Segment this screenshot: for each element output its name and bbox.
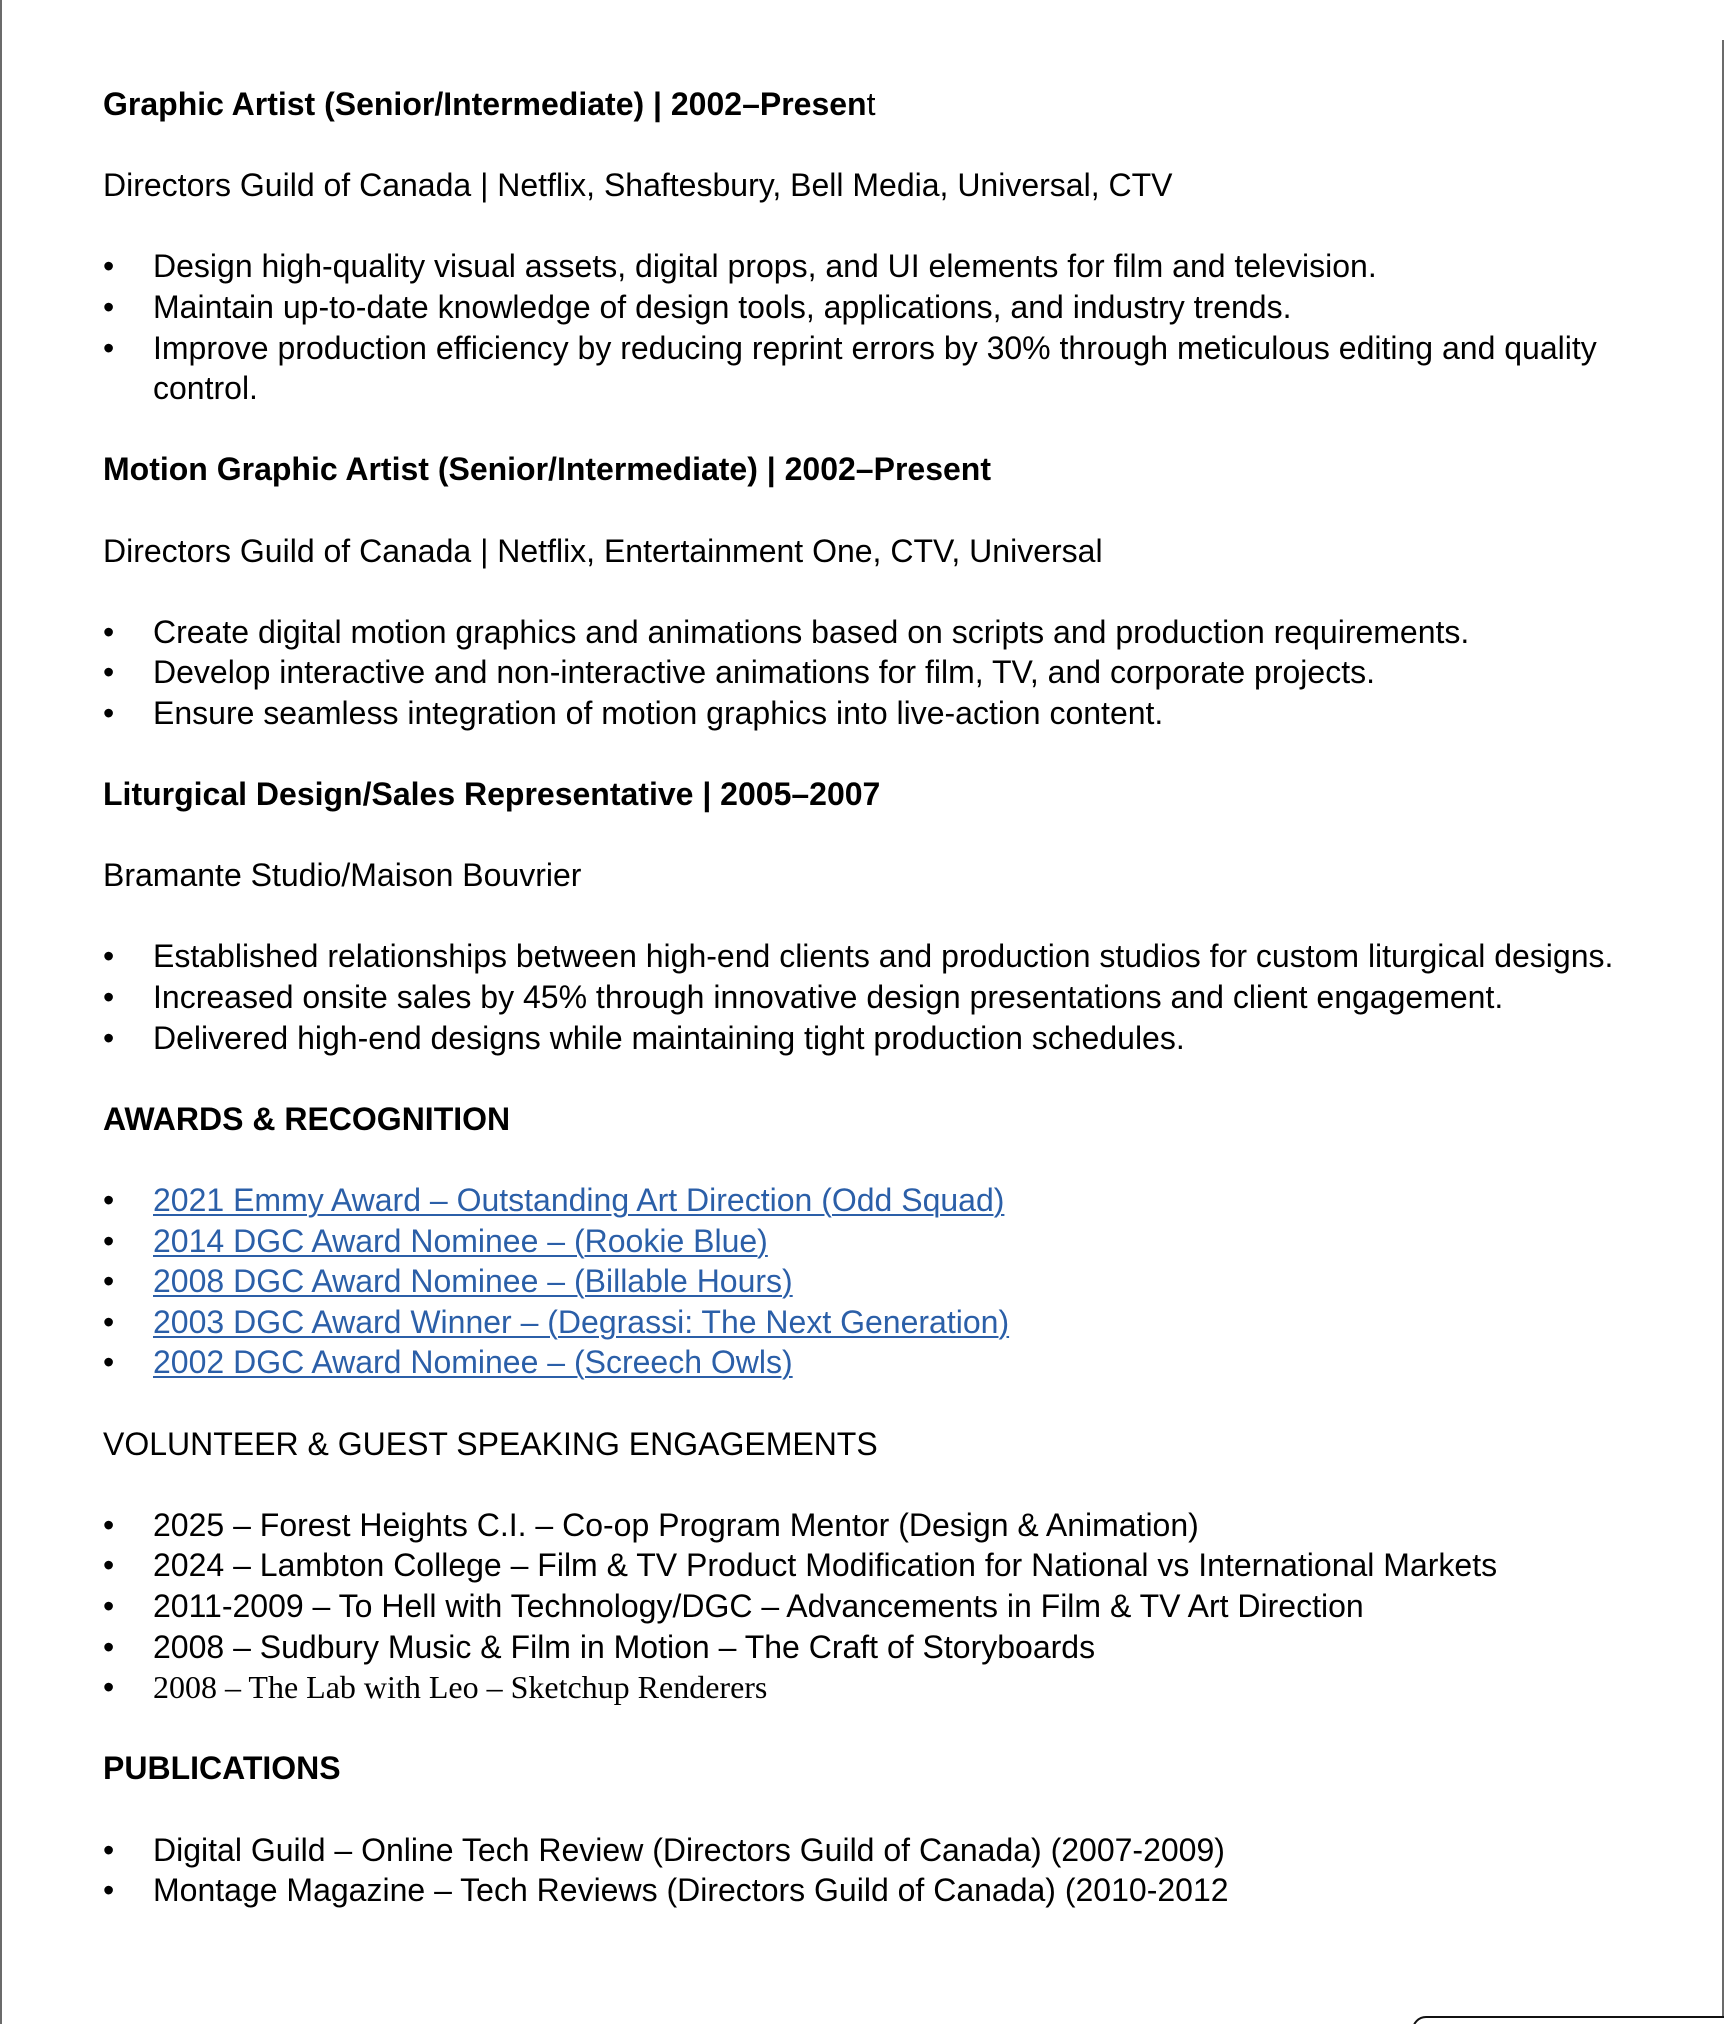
bullet-icon: • <box>103 1303 115 1340</box>
list-item: • Ensure seamless integration of motion graphics into live-action content. <box>103 693 1643 734</box>
award-link[interactable]: 2003 DGC Award Winner – (Degrassi: The Next Generation) <box>153 1303 1010 1340</box>
volunteer-heading: VOLUNTEER & GUEST SPEAKING ENGAGEMENTS <box>103 1425 878 1462</box>
bullet-icon: • <box>103 288 115 325</box>
bullet-icon: • <box>103 1344 115 1381</box>
publications-section <box>103 1748 1643 1910</box>
list-item: • 2024 – Lambton College – Film & TV Product Modification for National vs International Markets <box>103 1545 1643 1586</box>
awards-section <box>103 1099 1643 1383</box>
bullet-icon: • <box>103 1628 115 1665</box>
bullet-icon: • <box>103 1506 115 1543</box>
resume-content <box>103 84 1643 1951</box>
awards-list <box>103 1180 1643 1383</box>
award-link[interactable]: 2008 DGC Award Nominee – (Billable Hours) <box>153 1263 793 1300</box>
bullet-icon: • <box>103 979 115 1016</box>
list-item <box>103 1180 1643 1221</box>
bullet-icon: • <box>103 694 115 731</box>
list-item: • Create digital motion graphics and animations based on scripts and production requirements. <box>103 612 1643 653</box>
list-item: • Develop interactive and non-interactive animations for film, TV, and corporate projects. <box>103 652 1643 693</box>
list-item: • Established relationships between high-end clients and production studios for custom liturgical designs. <box>103 936 1643 977</box>
bottom-scroll-tab[interactable] <box>1412 2016 1724 2024</box>
job-title-tail: t <box>866 86 876 122</box>
publications-heading: PUBLICATIONS <box>103 1750 341 1787</box>
bullet-icon: • <box>103 248 115 285</box>
bullet-icon: • <box>103 938 115 975</box>
award-link[interactable]: 2002 DGC Award Nominee – (Screech Owls) <box>153 1344 793 1381</box>
job-organization: Directors Guild of Canada | Netflix, Shaftesbury, Bell Media, Universal, CTV <box>103 167 1173 204</box>
job-entry <box>103 84 1643 409</box>
job-bullet-list <box>103 612 1643 734</box>
list-item: • Digital Guild – Online Tech Review (Directors Guild of Canada) (2007-2009) <box>103 1830 1643 1871</box>
list-item: • 2025 – Forest Heights C.I. – Co-op Program Mentor (Design & Animation) <box>103 1505 1643 1546</box>
job-entry <box>103 774 1643 1058</box>
award-link[interactable]: 2014 DGC Award Nominee – (Rookie Blue) <box>153 1222 768 1259</box>
publications-list <box>103 1830 1643 1911</box>
bullet-icon: • <box>103 654 115 691</box>
bullet-icon: • <box>103 1019 115 1056</box>
list-item: • Improve production efficiency by reducing reprint errors by 30% through meticulous editing and quality control. <box>103 329 1597 407</box>
job-bullet-list <box>103 246 1643 408</box>
job-title: Motion Graphic Artist (Senior/Intermediate) | 2002–Present <box>103 451 991 488</box>
page-left-edge <box>0 0 2 2024</box>
job-entry <box>103 449 1643 733</box>
job-organization: Directors Guild of Canada | Netflix, Entertainment One, CTV, Universal <box>103 532 1103 569</box>
volunteer-section <box>103 1424 1643 1708</box>
bullet-icon: • <box>103 1222 115 1259</box>
list-item: • Montage Magazine – Tech Reviews (Directors Guild of Canada) (2010-2012 <box>103 1870 1643 1911</box>
bullet-icon: • <box>103 1872 115 1909</box>
list-item: • Increased onsite sales by 45% through innovative design presentations and client engagement. <box>103 977 1643 1018</box>
bullet-icon: • <box>103 1547 115 1584</box>
bullet-icon: • <box>103 1831 115 1868</box>
bullet-icon: • <box>103 613 115 650</box>
volunteer-list <box>103 1505 1643 1708</box>
awards-heading: AWARDS & RECOGNITION <box>103 1100 511 1137</box>
list-item <box>103 1342 1643 1383</box>
job-title: Liturgical Design/Sales Representative | 2005–2007 <box>103 776 881 813</box>
list-item: • 2008 – Sudbury Music & Film in Motion – The Craft of Storyboards <box>103 1627 1643 1668</box>
list-item: • Delivered high-end designs while maintaining tight production schedules. <box>103 1018 1643 1059</box>
bullet-icon: • <box>103 1669 115 1706</box>
list-item <box>103 1261 1643 1302</box>
list-item: • Maintain up-to-date knowledge of design tools, applications, and industry trends. <box>103 287 1643 328</box>
bullet-icon: • <box>103 1263 115 1300</box>
job-organization: Bramante Studio/Maison Bouvrier <box>103 857 582 894</box>
list-item: • 2008 – The Lab with Leo – Sketchup Renderers <box>103 1667 1643 1708</box>
job-bullet-list <box>103 936 1643 1058</box>
list-item <box>103 1302 1643 1343</box>
list-item <box>103 1221 1643 1262</box>
bullet-icon: • <box>103 1182 115 1219</box>
bullet-icon: • <box>103 329 115 366</box>
list-item: • 2011-2009 – To Hell with Technology/DGC – Advancements in Film & TV Art Direction <box>103 1586 1643 1627</box>
job-title: Graphic Artist (Senior/Intermediate) | 2002–Present <box>103 86 876 122</box>
list-item: • Design high-quality visual assets, digital props, and UI elements for film and television. <box>103 246 1643 287</box>
bullet-icon: • <box>103 1587 115 1624</box>
award-link[interactable]: 2021 Emmy Award – Outstanding Art Direction (Odd Squad) <box>153 1182 1005 1219</box>
